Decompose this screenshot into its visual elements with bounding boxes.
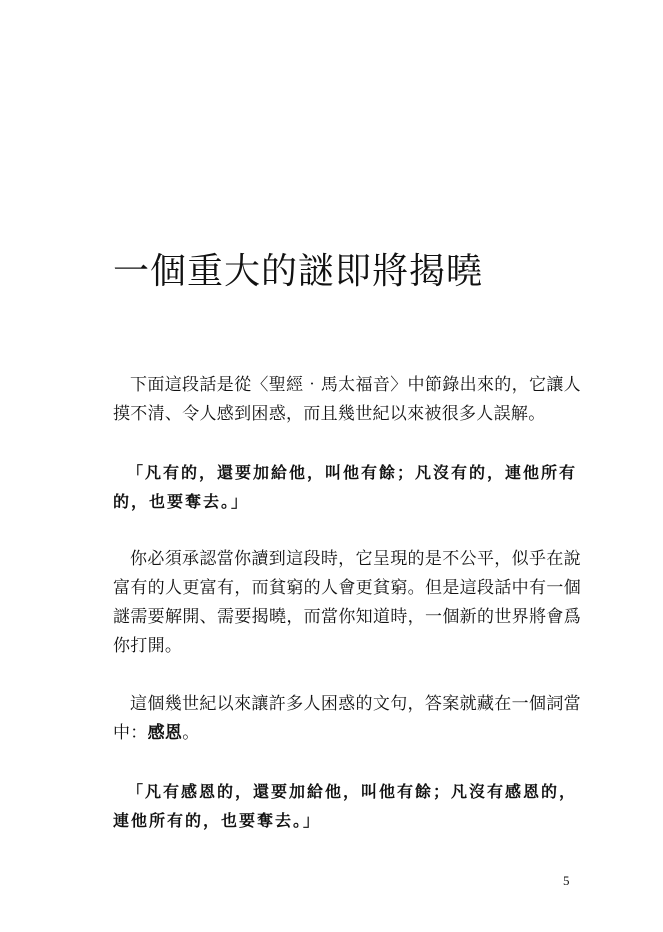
page-number: 5	[563, 873, 570, 888]
paragraph-intro: 下面這段話是從〈聖經‧馬太福音〉中節錄出來的，它讓人摸不清、令人感到困惑，而且幾世紀以來被很多人誤解。	[113, 375, 581, 424]
paragraph-answer	[113, 690, 581, 748]
answer-period: 。	[182, 723, 200, 743]
chapter-title: 一個重大的謎即將揭曉	[113, 251, 484, 292]
answer-text: 這個幾世紀以來讓許多人困惑的文句，答案就藏在一個詞當中：	[113, 694, 581, 743]
answer-keyword: 感恩	[147, 723, 183, 743]
body-text	[113, 371, 581, 835]
bible-quote: 「凡有的，還要加給他，叫他有餘；凡沒有的，連他所有的，也要奪去。」	[113, 463, 578, 511]
paragraph-explanation: 你必須承認當你讀到這段時，它呈現的是不公平，似乎在說富有的人更富有，而貧窮的人會更貧窮。但是這段話中有一個謎需要解開、需要揭曉，而當你知道時，一個新的世界將會爲你打開。	[113, 549, 581, 656]
gratitude-quote: 「凡有感恩的，還要加給他，叫他有餘；凡沒有感恩的，連他所有的，也要奪去。」	[113, 782, 578, 830]
